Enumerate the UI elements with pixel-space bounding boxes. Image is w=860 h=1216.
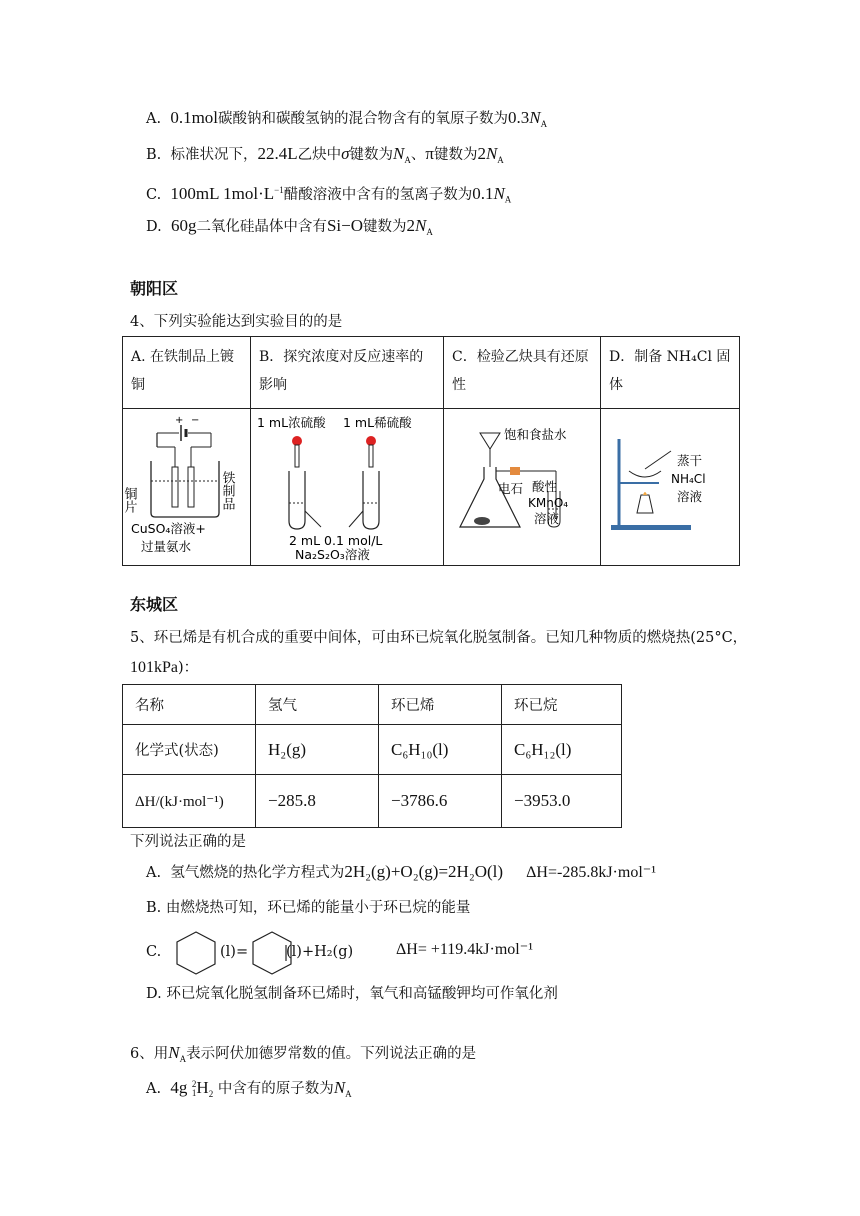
value-cell: −3786.6 (379, 775, 502, 828)
option-label: C. (146, 186, 162, 203)
solution-label: CuSO₄溶液+ (131, 521, 206, 536)
q3-option-a (146, 108, 547, 134)
kmno4-label-3: 溶液 (534, 511, 560, 526)
section-heading: 朝阳区 (130, 279, 179, 298)
cell-b (251, 337, 444, 409)
value: 2 (406, 216, 415, 235)
na-symbol: N (414, 216, 427, 235)
row-label: 化学式(状态) (123, 725, 256, 775)
enthalpy: ΔH=-285.8kJ·mol⁻¹ (526, 864, 657, 881)
question-5-stem: 5、环已烯是有机合成的重要中间体，可由环已烷氧化脱氢制备。已知几种物质的燃烧热(25°C， (130, 630, 748, 646)
na-symbol: N (493, 183, 505, 203)
na-symbol: N (168, 1043, 180, 1062)
reaction-rate-figure (251, 409, 441, 561)
mass: 4g (170, 1078, 188, 1097)
q3-option-c (146, 180, 511, 210)
row-label: ΔH/(kJ·mol⁻¹) (123, 775, 256, 828)
question-5-stem-2 (130, 656, 198, 677)
bond: Si−O (326, 216, 363, 235)
option-text: 、 (410, 147, 426, 163)
formula-cell: C₆H₁₀(l) (379, 725, 502, 775)
figure-d-cell (601, 409, 740, 566)
figure-b-cell (251, 409, 444, 566)
q5-option-d: D. 环已烷氧化脱氢制备环已烯时，氧气和高锰酸钾均可作氧化剂 (146, 986, 558, 1002)
option-label: A. (146, 1081, 162, 1097)
pressure: 101kPa (130, 659, 178, 676)
equation: 2H₂(g)+O₂(g)=2H₂O(l) (344, 862, 504, 881)
formula-cell: H₂(g) (256, 725, 379, 775)
option-text: 氢气燃烧的热化学方程式为 (170, 865, 345, 881)
value: 2 (477, 144, 486, 163)
q5-option-c-dh: ΔH= +119.4kJ·mol⁻¹ (396, 941, 533, 958)
acetylene-test-figure (444, 409, 598, 561)
sigma-symbol: σ (341, 144, 350, 163)
na-sub: A (426, 226, 433, 237)
na-sub: A (504, 194, 512, 205)
option-label: A. (146, 865, 162, 881)
header-cell: 环已烷 (502, 685, 622, 725)
value: 0.1 (472, 183, 494, 203)
dilute-acid-label: 1 mL稀硫酸 (343, 415, 412, 430)
na-sub: A (345, 1088, 352, 1099)
option-label: A. (146, 111, 162, 127)
na-sub: A (540, 118, 548, 129)
value: 22.4L (257, 144, 298, 163)
na-symbol: N (333, 1078, 346, 1097)
value: 60g (170, 216, 197, 235)
value-cell: −285.8 (256, 775, 379, 828)
option-text: 醋酸溶液中含有的氢离子数为 (283, 186, 473, 203)
svg-text:+: + (175, 415, 184, 426)
solution-label-2: 过量氨水 (141, 539, 192, 554)
electroplating-apparatus-figure (123, 409, 248, 561)
combustion-heat-table (122, 684, 622, 828)
copper-label: 铜片 (123, 487, 137, 513)
option-text: 键数为 (362, 219, 407, 235)
na-sub: A (404, 154, 411, 165)
q6-option-a (146, 1078, 352, 1104)
na-sub: A (179, 1053, 187, 1064)
option-text: 乙炔中 (297, 147, 342, 163)
cell-d (601, 337, 740, 409)
evaporate-label: 蒸干 (677, 453, 703, 468)
brine-label: 饱和食盐水 (504, 427, 567, 442)
option-text: 二氧化硅晶体中含有 (196, 219, 327, 235)
cell-text: B．探究浓度对反应速率的影响 (259, 349, 424, 393)
option-label: B. (146, 147, 162, 163)
evaporation-figure (601, 409, 731, 561)
question-5-prompt: 下列说法正确的是 (130, 834, 246, 850)
q5-option-b: B. 由燃烧热可知，环已烯的能量小于环已烷的能量 (146, 900, 471, 916)
amount: 0.1mol (170, 108, 219, 127)
na-sub: A (497, 154, 504, 165)
solution-name-label: Na₂S₂O₃溶液 (295, 547, 370, 561)
salt-label: NH₄Cl (671, 472, 706, 486)
isotope-numbers: 2 1 (191, 1079, 197, 1098)
kmno4-label-2: KMnO₄ (528, 496, 569, 510)
value: 100mL 1mol·L (170, 183, 275, 203)
cell-text: D．制备 NH₄Cl 固体 (609, 349, 731, 393)
exponent: −1 (274, 185, 284, 195)
option-text: 键数为 (433, 147, 478, 163)
cell-text: A. 在铁制品上镀铜 (131, 349, 235, 393)
section-heading: 东城区 (130, 595, 179, 614)
cell-c (444, 337, 601, 409)
na-symbol: N (529, 108, 541, 127)
solution-label: 溶液 (677, 489, 703, 504)
figure-a-cell (123, 409, 251, 566)
subscript: 2 (208, 1088, 214, 1099)
na-symbol: N (485, 144, 498, 163)
value: 0.3 (508, 108, 530, 127)
pi-symbol: π (425, 144, 434, 163)
hydrogen-symbol: H (196, 1078, 209, 1097)
header-cell: 环已烯 (379, 685, 502, 725)
carbide-label: 电石 (498, 481, 524, 496)
q3-option-d (146, 216, 433, 242)
question-6-stem (130, 1042, 476, 1064)
q5-option-c-right: (l)+H₂(g) (286, 944, 354, 960)
option-text: 碳酸钠和碳酸氢钠的混合物含有的氧原子数为 (218, 111, 509, 127)
question-4-stem: 4、下列实验能达到实验目的的是 (130, 314, 343, 330)
header-cell: 氢气 (256, 685, 379, 725)
conc-acid-label: 1 mL浓硫酸 (257, 415, 326, 430)
stem-text: 6、用 (130, 1046, 169, 1062)
figure-c-cell (444, 409, 601, 566)
na-symbol: N (393, 144, 405, 163)
formula-cell: C₆H₁₂(l) (502, 725, 622, 775)
cell-text: C．检验乙炔具有还原性 (452, 349, 589, 393)
option-text: 中含有的原子数为 (217, 1081, 334, 1097)
stem-end: )： (178, 660, 199, 676)
option-text: 键数为 (349, 147, 394, 163)
kmno4-label-1: 酸性 (532, 479, 558, 494)
q5-option-a (146, 862, 656, 883)
option-label: D. (146, 219, 162, 235)
header-cell: 名称 (123, 685, 256, 725)
value-cell: −3953.0 (502, 775, 622, 828)
stem-text: 表示阿伏加德罗常数的值。下列说法正确的是 (186, 1046, 477, 1062)
svg-text:−: − (191, 415, 200, 426)
cyclohexane-icon (174, 930, 218, 976)
q5-option-c-mid: (l)= (220, 944, 249, 960)
cell-a (123, 337, 251, 409)
iron-label: 铁制品 (219, 471, 235, 510)
q3-option-b (146, 144, 504, 170)
question-4-table (122, 336, 740, 566)
solution-conc-label: 2 mL 0.1 mol/L (289, 533, 383, 548)
option-text: 标准状况下， (170, 147, 258, 163)
q5-option-c-label: C. (146, 944, 162, 960)
